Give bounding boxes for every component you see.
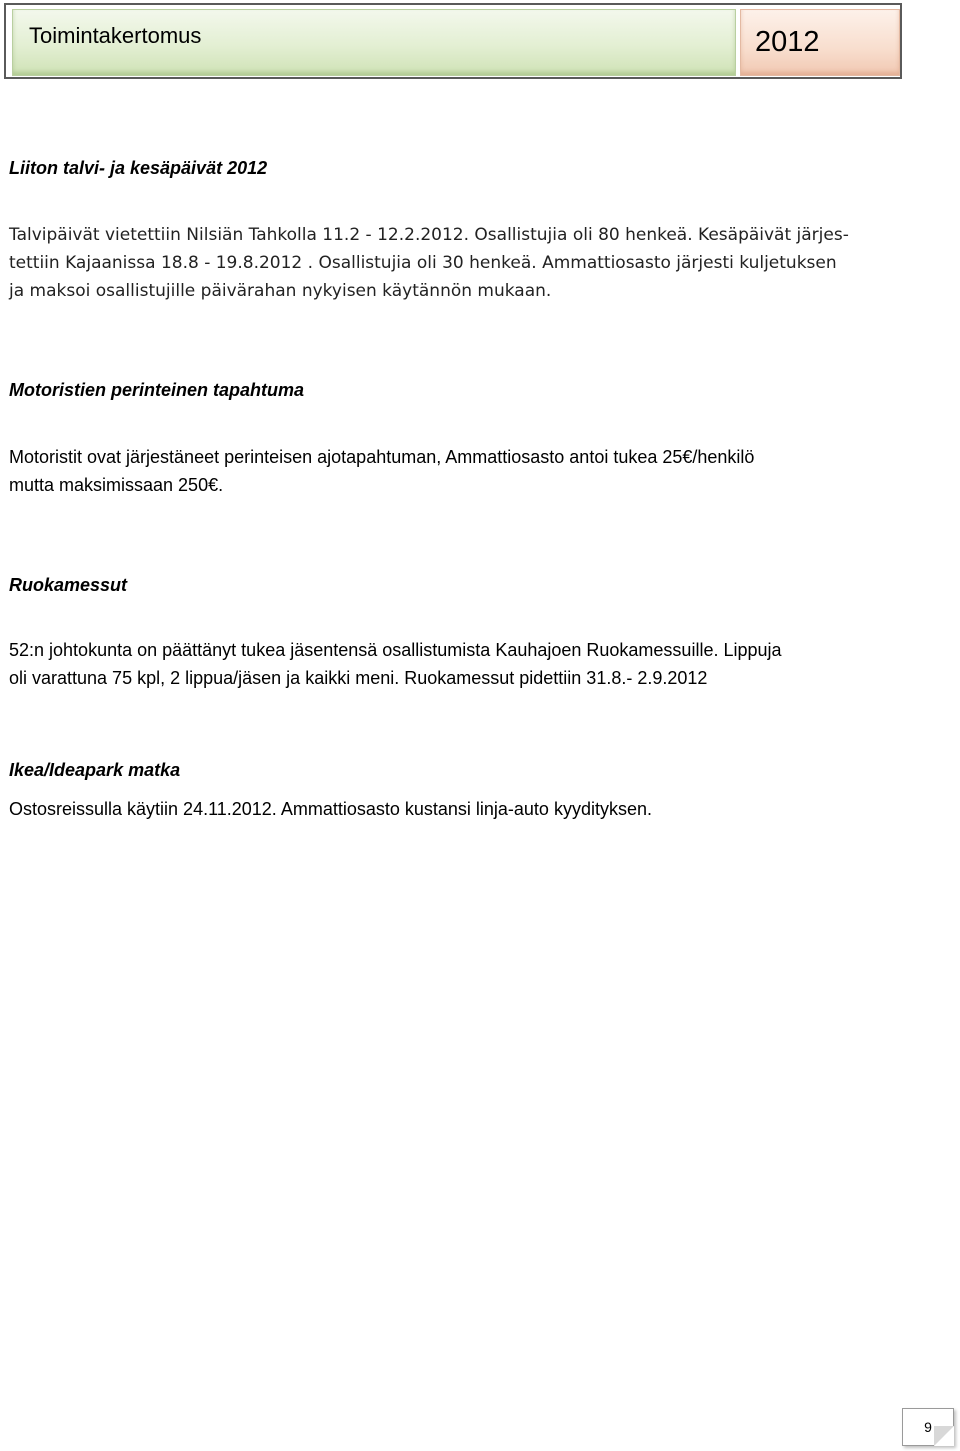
paragraph-line: Ostosreissulla käytiin 24.11.2012. Ammattiosasto kustansi linja-auto kyydityksen. <box>9 799 652 819</box>
page-header <box>4 3 902 79</box>
section-heading: Liiton talvi- ja kesäpäivät 2012 <box>9 158 268 178</box>
header-year-box <box>740 9 900 76</box>
section-heading: Ruokamessut <box>9 575 128 595</box>
paragraph-line: Motoristit ovat järjestäneet perinteisen ajotapahtuman, Ammattiosasto antoi tukea 25€/henkilö <box>9 447 755 467</box>
section-paragraph <box>9 795 652 823</box>
section-heading: Motoristien perinteinen tapahtuma <box>9 380 305 400</box>
header-title-box <box>12 9 736 76</box>
document-year: 2012 <box>755 26 820 58</box>
paragraph-line: 52:n johtokunta on päättänyt tukea jäsentensä osallistumista Kauhajoen Ruokamessuille. Lippuja <box>9 640 782 660</box>
paragraph-line: ja maksoi osallistujille päivärahan nykyisen käytännön mukaan. <box>9 281 552 301</box>
section-paragraph <box>9 443 754 499</box>
page-number: 9 <box>924 1419 932 1435</box>
paragraph-line: Talvipäivät vietettiin Nilsiän Tahkolla 11.2 - 12.2.2012. Osallistujia oli 80 henkeä. Kesäpäivät järjes- <box>9 225 849 245</box>
paragraph-line: oli varattuna 75 kpl, 2 lippua/jäsen ja kaikki meni. Ruokamessut pidettiin 31.8.- 2.9.2012 <box>9 668 708 688</box>
section-heading: Ikea/Ideapark matka <box>9 760 181 780</box>
page-number-box <box>902 1408 954 1446</box>
paragraph-line: mutta maksimissaan 250€. <box>9 475 224 495</box>
section-paragraph <box>9 221 849 305</box>
section-paragraph <box>9 636 782 692</box>
paragraph-line: tettiin Kajaanissa 18.8 - 19.8.2012 . Osallistujia oli 30 henkeä. Ammattiosasto järjesti kuljetuksen <box>9 253 837 273</box>
page-curl-icon <box>934 1426 954 1446</box>
document-title: Toimintakertomus <box>29 23 202 48</box>
